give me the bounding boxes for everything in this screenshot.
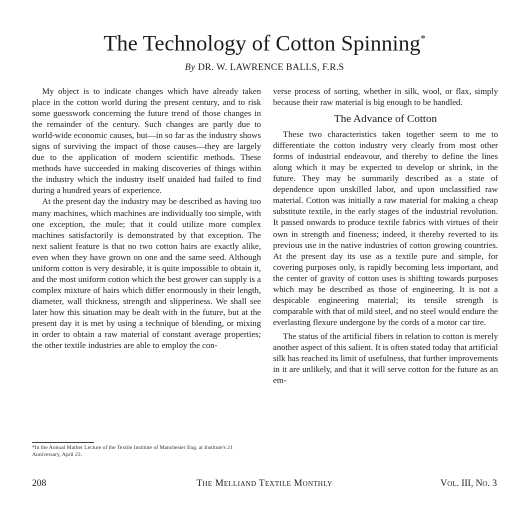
footnote-divider: [32, 442, 94, 443]
section-heading: The Advance of Cotton: [334, 113, 437, 126]
article-title-text: The Technology of Cotton Spinning: [103, 30, 421, 56]
byline-prefix: By: [184, 63, 196, 73]
byline: [0, 62, 529, 74]
paragraph: At the present day the industry may be described as having too many machines, which machines are individually too simple, with one exception, the mule; that it could utilize more complex machines satisfactorily is demonstrated by that exception. The next salient feature is that no two cotton hairs are exactly alike, even when they have grown on one and the same seed. Although uniform cotton is very desirable, it is quite impossible to obtain it, and the most uniform cotton which the best grower can supply is a complex mixture of hairs which differ enormously in their length, diameter, wall thickness, strength and slipperiness. We shall see later how this situation may be dealt with in the future, but at the present day it is met by using a technique of blending, or mixing in order to obtain a raw material of constant average properties; the other textile industries are able to employ the con-: [32, 196, 261, 351]
journal-name: The Melliand Textile Monthly: [196, 479, 333, 489]
right-column: [273, 86, 498, 386]
paragraph: My object is to indicate changes which have already taken place in the cotton world during the present century, and to risk some guesswork concerning the future trend of those changes in the remainder of the century. Such changes are partly due to world-wide economic causes, but—in so far as the industry shows signs of surviving the impact of those causes—they are largely due to the application of modern scientific methods. These methods have succeeded in making discoveries of things within the industry which the industry itself unaided had failed to find during a hundred years of experience.: [32, 86, 261, 196]
footnote-marker: *: [420, 34, 426, 45]
left-column: [32, 86, 261, 351]
footnote: *In the Annual Mather Lecture of the Textile Institute of Manchester Eng. at Institute's 21 Anniversary, April 23.: [32, 445, 233, 458]
volume-issue: Vol. III, No. 3: [440, 479, 497, 489]
author-name: DR. W. LAWRENCE BALLS, F.R.S: [197, 63, 345, 73]
article-title: [0, 26, 529, 57]
paragraph: The status of the artificial fibers in relation to cotton is merely another aspect of this salient. It is often stated today that artificial silk has reached its limit of usefulness, that further improvements in it are unlikely, and that it will serve cotton for the future as an em-: [273, 330, 498, 386]
paragraph: These two characteristics taken together seem to me to differentiate the cotton industry very clearly from most other forms of industrial endeavour, and thereby to define the lines along which it may be expected to develop or shrink, in the future. They may be summarily described as a state of dependence upon unskilled labor, and upon unclassified raw material. Cotton was initially a raw material for making a cheap substitute textile, in the early stages of the industrial revolution. It passed onwards to produce textile fabrics with virtues of their own in strength and fineness; indeed, it thereby reverted to its previous use in the native industries of cotton growing countries. At the present day its use as a textile pure and simple, for covering purposes only, is rapidly becoming less important, and the center of gravity of cotton uses is shifting towards purposes which may be described as those of engineering. It is not a despicable engineering material; its tensile strength is comparable with that of mild steel, and no steel would endure the everlasting flexure undergone by the cords of a motor car tire.: [273, 129, 498, 327]
page-number: 208: [32, 479, 47, 489]
paragraph-continued: verse process of sorting, whether in silk, wool, or flax, simply because their raw material is big enough to be handled.: [273, 86, 498, 108]
